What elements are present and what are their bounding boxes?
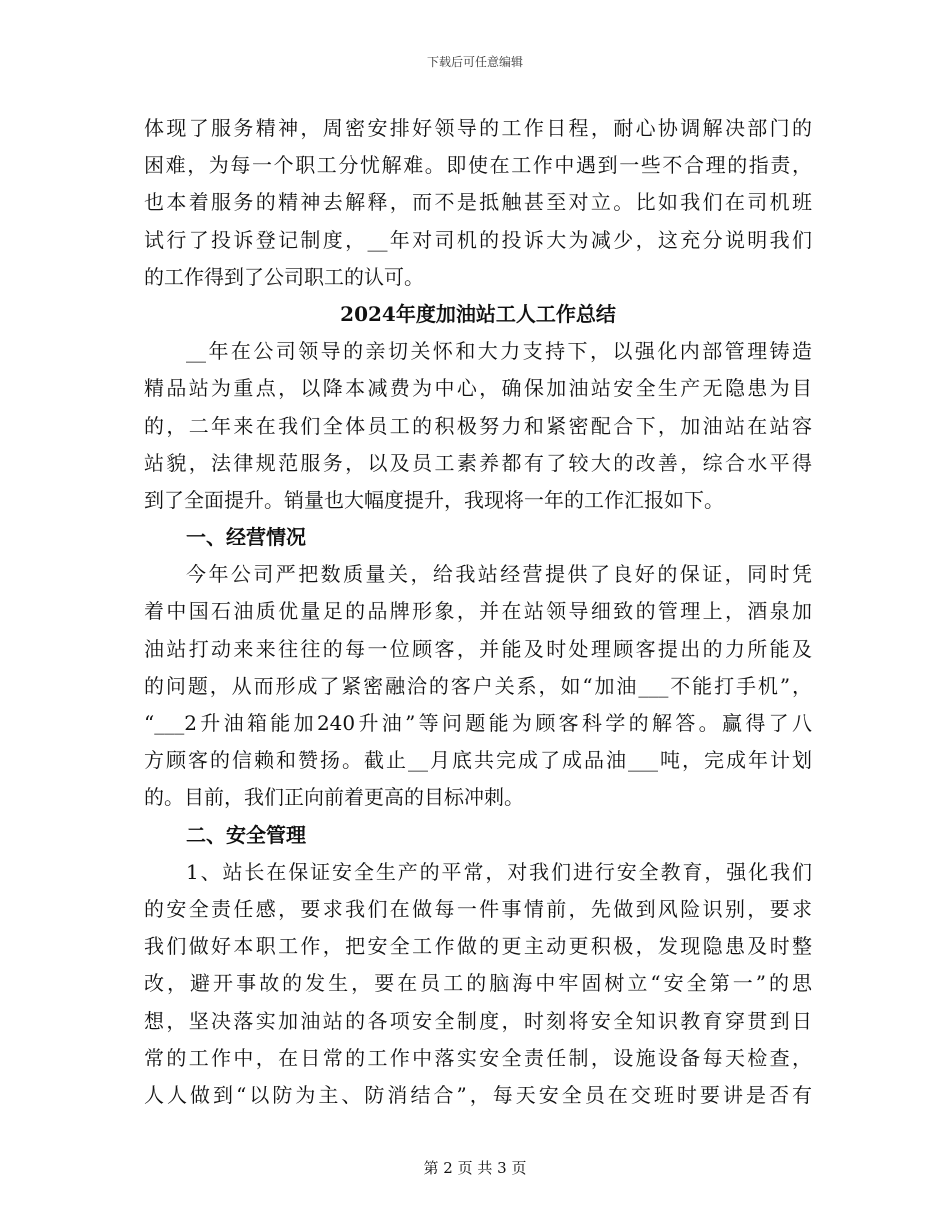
body-line: 1、站长在保证安全生产的平常，对我们进行安全教育，强化我们 — [186, 859, 812, 884]
section-title: 2024年度加油站工人工作总结 — [340, 301, 616, 326]
body-line: 方顾客的信赖和赞扬。截止__月底共完成了成品油___吨，完成年计划 — [144, 748, 812, 773]
body-line: 也本着服务的精神去解释，而不是抵触甚至对立。比如我们在司机班 — [144, 190, 812, 215]
body-line: 常的工作中，在日常的工作中落实安全责任制，设施设备每天检查， — [144, 1045, 812, 1070]
body-line: “___2升油箱能加240升油”等问题能为顾客科学的解答。赢得了八 — [144, 711, 812, 735]
body-line: 我们做好本职工作，把安全工作做的更主动更积极，发现隐患及时整 — [144, 934, 812, 959]
body-line: 人人做到“以防为主、防消结合”，每天安全员在交班时要讲是否有 — [144, 1082, 812, 1107]
body-line: 想，坚决落实加油站的各项安全制度，时刻将安全知识教育穿贯到日 — [144, 1008, 812, 1033]
header-note: 下载后可任意编辑 — [426, 55, 523, 69]
body-line: 的工作得到了公司职工的认可。 — [144, 264, 424, 289]
page-number: 第 2 页 共 3 页 — [423, 1159, 527, 1177]
body-line: 站貌，法律规范服务，以及员工素养都有了较大的改善，综合水平得 — [144, 450, 812, 475]
body-line: 试行了投诉登记制度，__年对司机的投诉大为减少，这充分说明我们 — [144, 227, 812, 252]
body-line: 的。目前，我们正向前着更高的目标冲刺。 — [144, 785, 524, 810]
body-line: 的安全责任感，要求我们在做每一件事情前，先做到风险识别，要求 — [144, 896, 812, 921]
body-line: 着中国石油质优量足的品牌形象，并在站领导细致的管理上，酒泉加 — [144, 599, 812, 624]
subheading-safety: 二、安全管理 — [186, 822, 306, 847]
body-line: 今年公司严把数质量关，给我站经营提供了良好的保证，同时凭 — [186, 562, 812, 587]
subheading-business: 一、经营情况 — [186, 525, 306, 550]
body-line: 油站打动来来往往的每一位顾客，并能及时处理顾客提出的力所能及 — [144, 636, 812, 661]
body-line: 困难，为每一个职工分忧解难。即使在工作中遇到一些不合理的指责， — [144, 153, 812, 178]
body-line: 的问题，从而形成了紧密融洽的客户关系，如“加油___不能打手机”， — [144, 673, 812, 698]
body-line: 的，二年来在我们全体员工的积极努力和紧密配合下，加油站在站容 — [144, 413, 812, 438]
document-body — [144, 110, 812, 1114]
body-line: __年在公司领导的亲切关怀和大力支持下，以强化内部管理铸造 — [186, 339, 812, 364]
body-line: 改，避开事故的发生，要在员工的脑海中牢固树立“安全第一”的思 — [144, 971, 812, 996]
body-line: 精品站为重点，以降本减费为中心，确保加油站安全生产无隐患为目 — [144, 376, 812, 401]
body-line: 到了全面提升。销量也大幅度提升，我现将一年的工作汇报如下。 — [144, 487, 724, 512]
body-line: 体现了服务精神，周密安排好领导的工作日程，耐心协调解决部门的 — [144, 116, 812, 140]
